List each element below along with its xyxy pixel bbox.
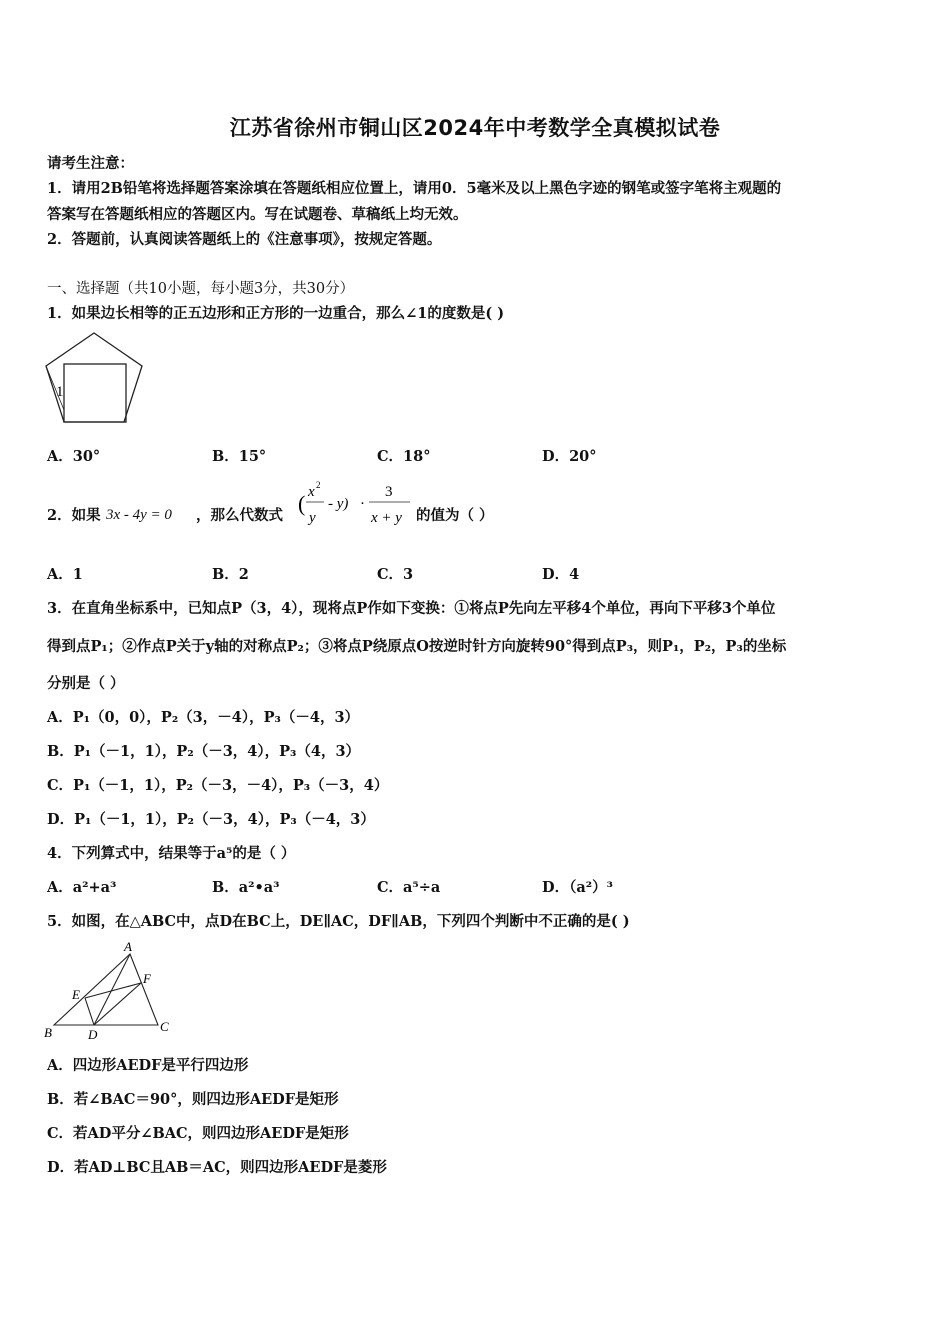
q2-middle: ，那么代数式 xyxy=(196,507,283,524)
notice-line-1: 1．请用2B铅笔将选择题答案涂填在答题纸相应位置上，请用0．5毫米及以上黑色字迹的钢笔或签字笔将主观题的 xyxy=(47,180,782,197)
label-c: C xyxy=(160,1019,169,1034)
q5-option-b[interactable]: B．若∠BAC＝90°，则四边形AEDF是矩形 xyxy=(47,1091,339,1108)
q2-suffix: 的值为（ ） xyxy=(416,507,494,524)
q5-option-d[interactable]: D．若AD⊥BC且AB＝AC，则四边形AEDF是菱形 xyxy=(47,1159,387,1176)
q3-stem-line-2: 得到点P₁；②作点P关于y轴的对称点P₂；③将点P绕原点O按逆时针方向旋转90°得到点P₃，则P₁，P₂，P₃的坐标 xyxy=(47,638,787,655)
notice-line-2: 答案写在答题纸相应的答题区内。写在试题卷、草稿纸上均无效。 xyxy=(47,206,468,223)
q2-equation: 3x - 4y = 0 xyxy=(106,507,172,523)
q5-stem: 5．如图，在△ABC中，点D在BC上，DE∥AC，DF∥AB，下列四个判断中不正确的是( ) xyxy=(47,913,630,930)
q1-figure-pentagon-square xyxy=(42,330,152,435)
frac1-numerator: x xyxy=(308,484,315,500)
minus-y: - y) xyxy=(328,496,349,512)
q4-option-c[interactable]: C．a⁵÷a xyxy=(377,879,441,896)
q4-option-d[interactable]: D．（a²）³ xyxy=(542,879,613,896)
q3-option-c[interactable]: C．P₁（－1，1），P₂（－3，－4），P₃（－3，4） xyxy=(47,777,389,794)
segment-de xyxy=(85,998,94,1025)
q5-figure-triangle xyxy=(42,938,177,1042)
pentagon-shape xyxy=(46,333,142,422)
q2-option-c[interactable]: C．3 xyxy=(377,566,414,583)
label-e: E xyxy=(72,987,80,1002)
angle-1-label: 1 xyxy=(56,384,64,400)
q2-option-a[interactable]: A．1 xyxy=(47,566,83,583)
notice-line-3: 2．答题前，认真阅读答题纸上的《注意事项》，按规定答题。 xyxy=(47,231,442,248)
q4-stem: 4．下列算式中，结果等于a⁵的是（ ） xyxy=(47,845,296,862)
open-paren: ( xyxy=(298,491,306,516)
q3-option-d[interactable]: D．P₁（－1，1），P₂（－3，4），P₃（－4，3） xyxy=(47,811,375,828)
q2-option-b[interactable]: B．2 xyxy=(212,566,249,583)
frac1-exponent: 2 xyxy=(316,480,321,490)
q1-stem: 1．如果边长相等的正五边形和正方形的一边重合，那么∠1的度数是( ) xyxy=(47,305,505,322)
q4-option-b[interactable]: B．a²•a³ xyxy=(212,879,280,896)
page-title: 江苏省徐州市铜山区2024年中考数学全真模拟试卷 xyxy=(229,116,721,140)
q1-option-a[interactable]: A．30° xyxy=(47,448,101,465)
label-d: D xyxy=(88,1027,98,1042)
q3-option-a[interactable]: A．P₁（0，0），P₂（3，－4），P₃（－4，3） xyxy=(47,709,360,726)
q2-expression xyxy=(296,478,414,534)
q3-option-b[interactable]: B．P₁（－1，1），P₂（－3，4），P₃（4，3） xyxy=(47,743,361,760)
dot-operator: · xyxy=(360,496,365,512)
q5-option-c[interactable]: C．若AD平分∠BAC，则四边形AEDF是矩形 xyxy=(47,1125,349,1142)
q2-option-d[interactable]: D．4 xyxy=(542,566,580,583)
section-heading: 一、选择题（共10小题，每小题3分，共30分） xyxy=(47,281,355,297)
q5-option-a[interactable]: A．四边形AEDF是平行四边形 xyxy=(47,1057,249,1074)
frac1-denominator: y xyxy=(309,510,316,526)
segment-ad xyxy=(94,954,130,1025)
square-shape xyxy=(64,364,126,422)
frac2-denominator: x + y xyxy=(371,510,402,526)
q3-stem-line-1: 3．在直角坐标系中，已知点P（3，4），现将点P作如下变换：①将点P先向左平移4个单位，再向下平移3个单位 xyxy=(47,600,776,617)
label-b: B xyxy=(44,1025,52,1040)
label-f: F xyxy=(143,971,151,986)
q1-option-c[interactable]: C．18° xyxy=(377,448,431,465)
q1-option-b[interactable]: B．15° xyxy=(212,448,267,465)
label-a: A xyxy=(124,939,132,954)
q3-stem-line-3: 分别是（ ） xyxy=(47,675,125,692)
q4-option-a[interactable]: A．a²+a³ xyxy=(47,879,117,896)
q2-prefix: 2．如果 xyxy=(47,507,101,524)
notice-heading: 请考生注意： xyxy=(47,155,134,172)
frac2-numerator: 3 xyxy=(385,484,393,500)
q1-option-d[interactable]: D．20° xyxy=(542,448,597,465)
